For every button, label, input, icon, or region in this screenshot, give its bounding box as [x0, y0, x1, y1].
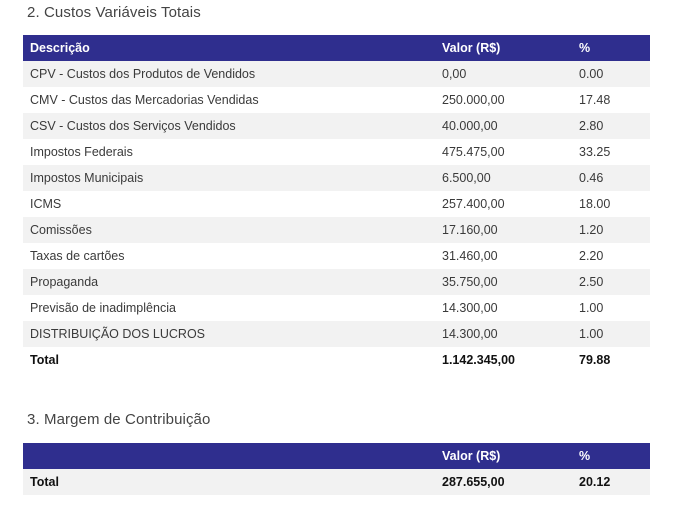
cell-valor: 35.750,00	[435, 269, 572, 295]
cell-valor: 0,00	[435, 61, 572, 87]
total-label: Total	[23, 347, 435, 373]
cell-valor: 250.000,00	[435, 87, 572, 113]
total-label: Total	[23, 469, 435, 495]
cell-descricao: CSV - Custos dos Serviços Vendidos	[23, 113, 435, 139]
total-row	[23, 347, 650, 373]
cell-descricao: Impostos Municipais	[23, 165, 435, 191]
cell-descricao: CMV - Custos das Mercadorias Vendidas	[23, 87, 435, 113]
table-row	[23, 269, 650, 295]
cell-percent: 0.46	[572, 165, 650, 191]
table-header-row	[23, 35, 650, 61]
cell-valor: 14.300,00	[435, 295, 572, 321]
table-row	[23, 61, 650, 87]
column-header-percent: %	[572, 35, 650, 61]
cell-percent: 2.50	[572, 269, 650, 295]
table-row	[23, 139, 650, 165]
total-valor: 287.655,00	[435, 469, 572, 495]
cell-descricao: Previsão de inadimplência	[23, 295, 435, 321]
column-header-descricao: Descrição	[23, 35, 435, 61]
cell-percent: 1.20	[572, 217, 650, 243]
cell-valor: 31.460,00	[435, 243, 572, 269]
cell-valor: 6.500,00	[435, 165, 572, 191]
cell-descricao: Taxas de cartões	[23, 243, 435, 269]
total-percent: 20.12	[572, 469, 650, 495]
margem-contribuicao-table	[23, 443, 650, 495]
cell-percent: 2.20	[572, 243, 650, 269]
table-row	[23, 87, 650, 113]
cell-valor: 475.475,00	[435, 139, 572, 165]
cell-descricao: Comissões	[23, 217, 435, 243]
column-header-descricao	[23, 443, 435, 469]
cell-descricao: CPV - Custos dos Produtos de Vendidos	[23, 61, 435, 87]
cell-percent: 0.00	[572, 61, 650, 87]
cell-valor: 257.400,00	[435, 191, 572, 217]
cell-valor: 14.300,00	[435, 321, 572, 347]
section-title-custos-variaveis: 2. Custos Variáveis Totais	[27, 4, 201, 21]
column-header-percent: %	[572, 443, 650, 469]
table-row	[23, 113, 650, 139]
custos-variaveis-table	[23, 35, 650, 373]
cell-percent: 17.48	[572, 87, 650, 113]
section-title-margem-contribuicao: 3. Margem de Contribuição	[27, 411, 211, 428]
table-row	[23, 165, 650, 191]
table-row	[23, 321, 650, 347]
table-row	[23, 295, 650, 321]
cell-percent: 33.25	[572, 139, 650, 165]
cell-descricao: Impostos Federais	[23, 139, 435, 165]
table-row	[23, 243, 650, 269]
cell-descricao: Propaganda	[23, 269, 435, 295]
cell-percent: 18.00	[572, 191, 650, 217]
cell-valor: 17.160,00	[435, 217, 572, 243]
total-valor: 1.142.345,00	[435, 347, 572, 373]
column-header-valor: Valor (R$)	[435, 443, 572, 469]
cell-percent: 1.00	[572, 295, 650, 321]
cell-valor: 40.000,00	[435, 113, 572, 139]
total-percent: 79.88	[572, 347, 650, 373]
table-header-row	[23, 443, 650, 469]
cell-percent: 2.80	[572, 113, 650, 139]
table-row	[23, 191, 650, 217]
column-header-valor: Valor (R$)	[435, 35, 572, 61]
cell-percent: 1.00	[572, 321, 650, 347]
total-row	[23, 469, 650, 495]
cell-descricao: DISTRIBUIÇÃO DOS LUCROS	[23, 321, 435, 347]
table-row	[23, 217, 650, 243]
cell-descricao: ICMS	[23, 191, 435, 217]
